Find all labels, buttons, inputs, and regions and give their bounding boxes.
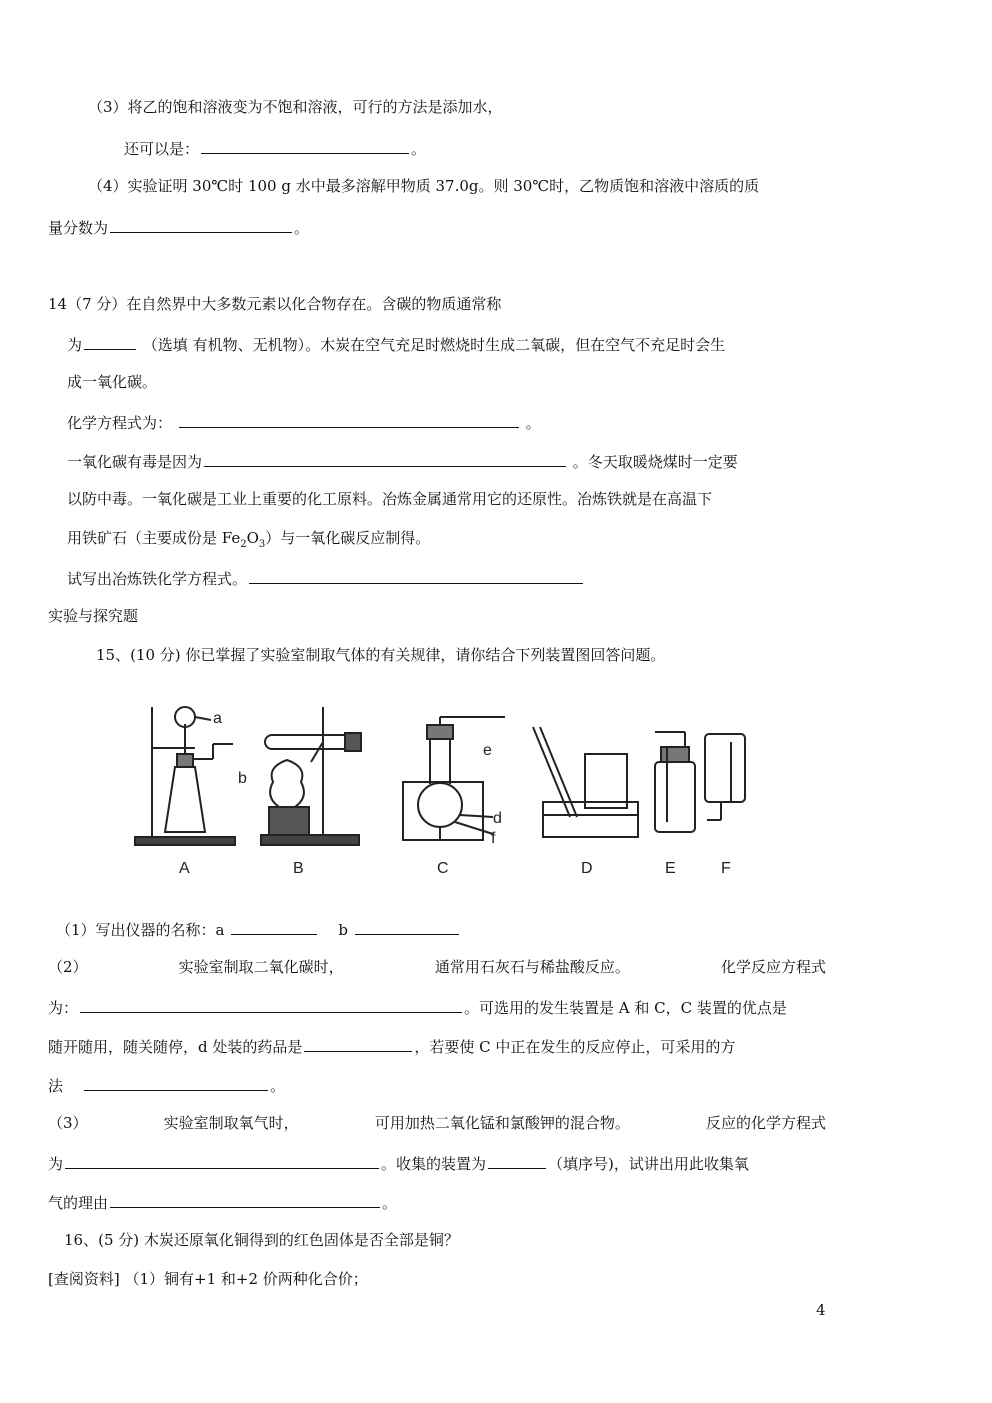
q15-part2-line1	[48, 957, 826, 977]
q14-line4	[67, 450, 738, 472]
q14-toxic-prompt: 一氧化碳有毒是因为	[67, 453, 203, 471]
label-b: b	[238, 770, 247, 787]
q15-part2-line3	[48, 1035, 735, 1057]
q14-line6-rest: ）与一氧化碳反应制得。	[265, 529, 431, 547]
q15-part3-w3: 可用加热二氧化锰和氯酸钾的混合物。	[374, 1114, 630, 1132]
label-a: a	[213, 710, 222, 727]
q14-organic-blank[interactable]	[84, 333, 136, 350]
q15-heading: 15、(10 分) 你已掌握了实验室制取气体的有关规律，请你结合下列装置图回答问题。	[96, 646, 666, 664]
apparatus-label-f: F	[721, 860, 731, 877]
q15-part3-line1	[48, 1113, 826, 1133]
apparatus-label-a: A	[179, 860, 190, 877]
q15-o2-equation-blank[interactable]	[65, 1152, 379, 1169]
q15-reason-blank[interactable]	[110, 1191, 380, 1208]
q14-iron-blank[interactable]	[249, 567, 583, 584]
q15-part3-w2: 实验室制取氧气时，	[163, 1114, 299, 1132]
q15-part2-for: 为：	[48, 999, 79, 1017]
q13-part4-prompt: 量分数为	[48, 219, 109, 237]
q13-part4-period: 。	[294, 219, 310, 237]
q14-heading: 14（7 分）在自然界中大多数元素以化合物存在。含碳的物质通常称	[48, 295, 502, 313]
apparatus-label-b: B	[293, 860, 304, 877]
q14-equation-prompt: 化学方程式为：	[67, 414, 173, 432]
label-d: d	[493, 810, 502, 827]
q15-part3-for: 为	[48, 1155, 64, 1173]
q15-part3-line2	[48, 1152, 749, 1174]
q13-part3-period: 。	[411, 140, 427, 158]
q14-toxic-blank[interactable]	[204, 450, 566, 467]
q14-line7	[67, 567, 585, 589]
q14-fe-subscript: 2	[240, 539, 247, 550]
q13-part3-line2	[124, 137, 426, 159]
section-title: 实验与探究题	[48, 607, 139, 625]
q15-part3-reason: 气的理由	[48, 1194, 109, 1212]
q13-part4-blank[interactable]	[110, 216, 292, 233]
apparatus-figure	[95, 672, 785, 907]
q15-collect-blank[interactable]	[488, 1152, 546, 1169]
q14-line1-start: 为	[67, 336, 83, 354]
q15-part3-collect: 。收集的装置为	[381, 1155, 487, 1173]
q15-co2-equation-blank[interactable]	[80, 996, 462, 1013]
q13-part4-line2	[48, 216, 309, 238]
q15-part2-w4: 化学反应方程式	[720, 958, 826, 976]
q14-iron-prompt: 试写出冶炼铁化学方程式。	[67, 570, 248, 588]
q13-part3-prompt: 还可以是：	[124, 140, 200, 158]
q14-o-subscript: 3	[258, 539, 266, 550]
q15-part3-period: 。	[382, 1194, 398, 1212]
q14-oxygen-symbol: O	[246, 529, 259, 547]
q15-part3-w1: （3）	[48, 1114, 88, 1132]
q15-part1-prompt-b: b	[338, 921, 348, 939]
q14-line6	[67, 528, 430, 555]
q15-part3-rest: （填序号)，试讲出用此收集氧	[548, 1155, 749, 1173]
label-f: f	[491, 830, 496, 847]
q16-heading: 16、(5 分) 木炭还原氧化铜得到的红色固体是否全部是铜？	[64, 1231, 459, 1249]
q14-equation-blank[interactable]	[179, 411, 519, 428]
q15-part1	[56, 918, 461, 940]
q13-part3: （3）将乙的饱和溶液变为不饱和溶液，可行的方法是添加水，	[88, 98, 503, 116]
q15-a-blank[interactable]	[231, 918, 317, 935]
label-e: e	[483, 742, 492, 759]
apparatus-label-d: D	[581, 860, 593, 877]
apparatus-label-e: E	[665, 860, 676, 877]
q15-part2-line3-rest: ，若要使 C 中正在发生的反应停止，可采用的方	[414, 1038, 736, 1056]
page-number: 4	[816, 1301, 826, 1319]
q14-line1-rest: （选填 有机物、无机物）。木炭在空气充足时燃烧时生成二氧碳，但在空气不充足时会生	[142, 336, 726, 354]
q15-method-blank[interactable]	[84, 1074, 268, 1091]
q15-part2-line4	[48, 1074, 285, 1096]
q13-part3-blank[interactable]	[201, 137, 409, 154]
q15-part2-line2-rest: 。可选用的发生装置是 A 和 C，C 装置的优点是	[464, 999, 787, 1017]
q15-part3-line3	[48, 1191, 397, 1213]
q15-part2-method: 法	[48, 1077, 64, 1095]
q15-b-blank[interactable]	[355, 918, 459, 935]
q15-part2-line3-start: 随开随用，随关随停，d 处装的药品是	[48, 1038, 303, 1056]
q14-line5: 以防中毒。一氧化碳是工业上重要的化工原料。冶炼金属通常用它的还原性。冶炼铁就是在高温下	[67, 490, 713, 508]
q14-line1	[67, 333, 725, 355]
q13-part4: （4）实验证明 30℃时 100 g 水中最多溶解甲物质 37.0g。则 30℃时，乙物质饱和溶液中溶质的质	[88, 177, 760, 195]
q15-part2-w2: 实验室制取二氧化碳时，	[178, 958, 344, 976]
q15-part2-period: 。	[270, 1077, 286, 1095]
q16-reference: [查阅资料] （1）铜有+1 和+2 价两种化合价；	[48, 1270, 368, 1288]
q14-line3	[67, 411, 541, 433]
q15-d-blank[interactable]	[304, 1035, 412, 1052]
q15-part3-w4: 反应的化学方程式	[705, 1114, 826, 1132]
q14-line6-start: 用铁矿石（主要成份是 Fe	[67, 529, 241, 547]
q14-line4-rest: 。冬天取暖烧煤时一定要	[572, 453, 738, 471]
q14-equation-period: 。	[525, 414, 541, 432]
q15-part1-prompt-a: （1）写出仪器的名称：a	[56, 921, 225, 939]
q14-line2: 成一氧化碳。	[67, 373, 158, 391]
apparatus-label-c: C	[437, 860, 449, 877]
q15-part2-w3: 通常用石灰石与稀盐酸反应。	[434, 958, 630, 976]
q15-part2-line2	[48, 996, 787, 1018]
q15-part2-w1: （2）	[48, 958, 88, 976]
